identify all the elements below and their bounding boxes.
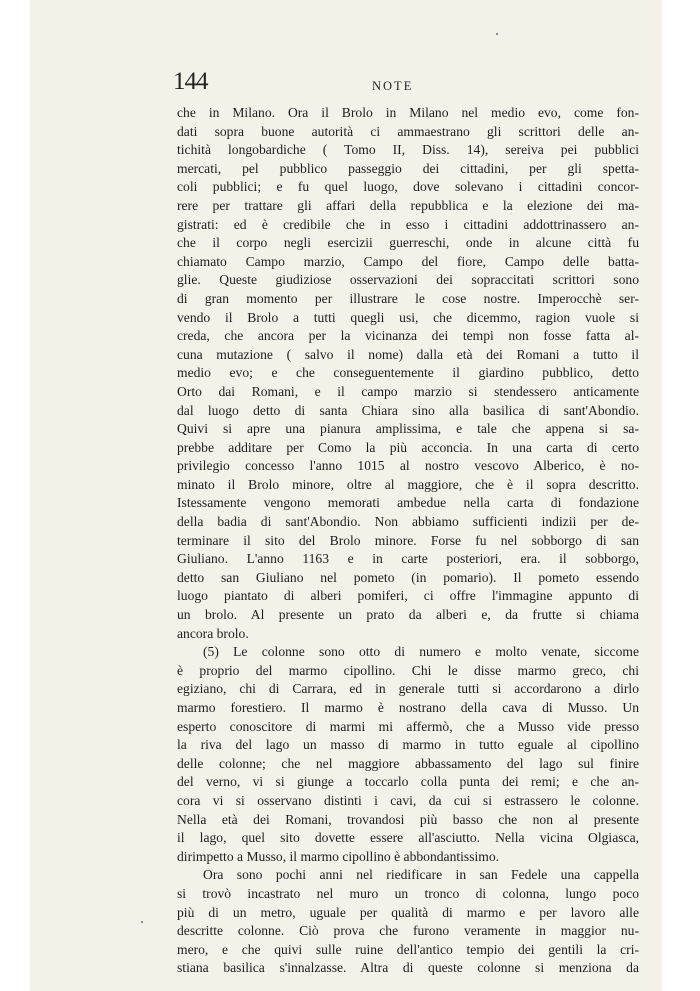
text-line: creda, che ancora per la vicinanza dei tempi non fosse fatta al- — [177, 328, 639, 344]
text-line: della badia di sant'Abondio. Non abbiamo sufficienti indizii per de- — [177, 514, 639, 530]
text-line: dal luogo detto di santa Chiara sino alla basilica di sant'Abondio. — [177, 402, 639, 418]
text-line: gistrati: ed è credibile che in esso i cittadini addottrinassero an- — [177, 216, 639, 232]
text-line: più di un metro, uguale per qualità di marmo e per lavoro alle — [177, 904, 639, 920]
text-line: egiziano, chi di Carrara, ed in generale tutti si accordarono a dirlo — [177, 681, 639, 697]
text-line: rere per trattare gli affari della repubblica e la elezione dei ma- — [177, 197, 639, 213]
text-line: vendo il Brolo a tutti quegli usi, che dicemmo, ragion vuole si — [177, 309, 639, 325]
text-line: dati sopra buone autorità ci ammaestrano gli scrittori delle an- — [177, 123, 639, 139]
text-line: Quivi si apre una pianura amplissima, e tale che appena si sa- — [177, 421, 639, 437]
text-line: delle colonne; che nel maggiore abbassamento del lago sul finire — [177, 755, 639, 771]
text-line: glie. Queste giudiziose osservazioni dei sopraccitati scrittori sono — [177, 272, 639, 288]
text-line: ancora brolo. — [177, 625, 249, 641]
body-text — [177, 104, 639, 978]
text-line: coli pubblici; e fu quel luogo, dove solevano i cittadini concor- — [177, 179, 639, 195]
paper-speck — [141, 921, 143, 923]
text-line: del verno, vi si giunge a toccarlo colla punta dei remi; e che an- — [177, 774, 639, 790]
scan-margin-left — [0, 0, 30, 991]
text-line: chiamato Campo marzio, Campo del fiore, Campo delle batta- — [177, 253, 639, 269]
text-line: luogo piantato di alberi pomiferi, ci offre l'immagine appunto di — [177, 588, 639, 604]
text-line: Giuliano. L'anno 1163 e in carte posteriori, era. il sobborgo, — [177, 551, 639, 567]
text-line: che in Milano. Ora il Brolo in Milano nel medio evo, come fon- — [177, 105, 639, 120]
scan-margin-right — [662, 0, 700, 991]
text-line: tichità longobardiche ( Tomo II, Diss. 14), sereiva pei pubblici — [177, 142, 639, 158]
text-line: minato il Brolo minore, oltre al maggiore, che è il sopra descritto. — [177, 476, 639, 492]
footnote-start-line: (5) Le colonne sono otto di numero e molto venate, siccome — [203, 644, 639, 660]
page-header — [173, 68, 633, 102]
text-line: medio evo; e che conseguentemente il giardino pubblico, detto — [177, 365, 639, 381]
text-line: prebbe additare per Como la più acconcia. In una carta di certo — [177, 439, 639, 455]
text-line: marmo forestiero. Il marmo è nostrano della cava di Musso. Un — [177, 700, 639, 715]
text-line: Nella età dei Romani, trovandosi più basso che non al presente — [177, 811, 639, 827]
text-line: detto san Giuliano nel pometo (in pomario). Il pometo essendo — [177, 569, 639, 585]
paper-speck — [496, 33, 498, 35]
text-line: un brolo. Al presente un prato da alberi e, da frutte si chiama — [177, 607, 639, 623]
text-line: mercati, pel pubblico passeggio dei cittadini, per gli spetta- — [177, 160, 639, 176]
text-line: Orto dai Romani, e il campo marzio si stendessero anticamente — [177, 383, 639, 399]
text-line: di gran momento per illustrare le cose nostre. Imperocchè ser- — [177, 290, 639, 306]
text-line: esperto conoscitore di marmi mi affermò, che a Musso vide presso — [177, 718, 639, 734]
text-line: dirimpetto a Musso, il marmo cipollino è abbondantissimo. — [177, 848, 500, 864]
text-line: si trovò incastrato nel muro un tronco di colonna, lungo poco — [177, 885, 639, 901]
text-line: privilegio concesso l'anno 1015 al nostro vescovo Alberico, è no- — [177, 458, 639, 474]
text-line: descritte colonne. Ciò prova che furono veramente in maggior nu- — [177, 923, 639, 939]
text-line: Istessamente vengono memorati ambedue nella carta di fondazione — [177, 495, 639, 511]
text-line: cuna mutazione ( salvo il nome) dalla età dei Romani a tutto il — [177, 346, 639, 362]
paragraph-start-line: Ora sono pochi anni nel riedificare in san Fedele una cappella — [203, 867, 639, 883]
text-line: il lago, quel sito dovette essere all'asciutto. Nella vicina Olgiasca, — [177, 830, 639, 846]
text-line: stiana basilica s'innalzasse. Altra di queste colonne si menziona da — [177, 960, 639, 976]
text-line: cora vi si osservano distinti i cavi, da cui si estrassero le colonne. — [177, 792, 639, 808]
text-line: mero, e che quivi sulle ruine dell'antico tempio dei gentili la cri- — [177, 941, 639, 957]
text-line: terminare il sito del Brolo minore. Forse fu nel sobborgo di san — [177, 532, 639, 548]
text-line: la riva del lago un masso di marmo in tutto eguale al cipollino — [177, 737, 639, 753]
text-line: è proprio del marmo cipollino. Chi le disse marmo greco, chi — [177, 662, 639, 678]
text-line: che il corpo negli esercizii guerreschi, onde in alcune città fu — [177, 235, 639, 251]
running-head: NOTE — [372, 79, 414, 93]
page-number: 144 — [173, 68, 208, 95]
